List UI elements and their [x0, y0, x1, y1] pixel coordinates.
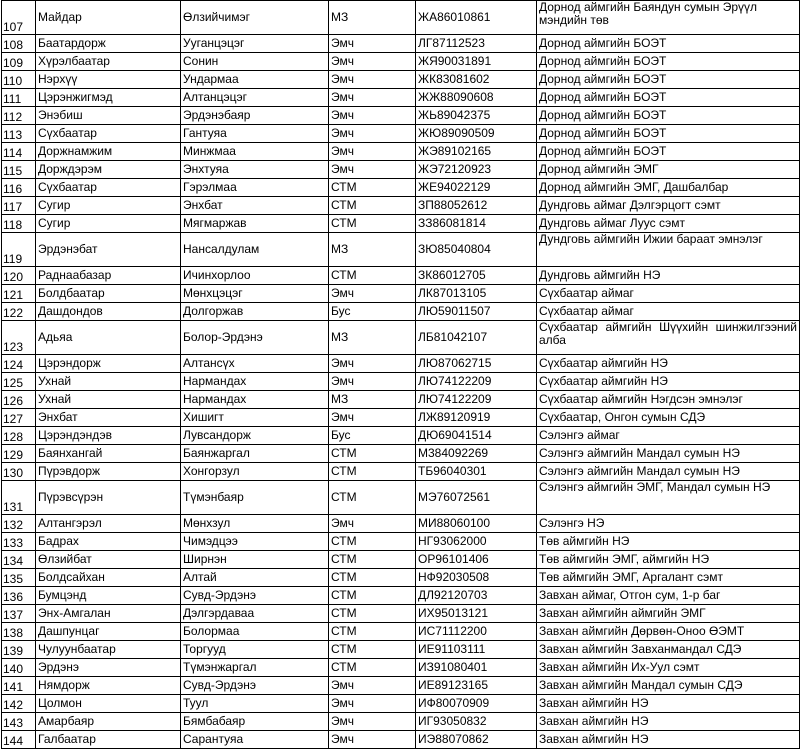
person-name-cell: Доржнамжим [36, 143, 181, 161]
person-name-cell: Раднаабазар [36, 267, 181, 285]
row-number-cell: 114 [2, 143, 36, 161]
position-cell: Эмч [329, 515, 416, 533]
person-name-cell: Болдбаатар [36, 285, 181, 303]
organization-cell: Дундговь аймаг Дэлгэрцогт сэмт [537, 197, 800, 215]
parent-name-cell: Мөнхцэцэг [181, 285, 329, 303]
position-cell: СТМ [329, 463, 416, 481]
registration-number-cell: ЖЮ89090509 [416, 125, 537, 143]
row-number-cell: 112 [2, 107, 36, 125]
table-row [2, 391, 800, 409]
table-row [2, 285, 800, 303]
parent-name-cell: Энхбат [181, 197, 329, 215]
organization-cell: Дорнод аймгийн БОЭТ [537, 143, 800, 161]
registration-number-cell: ИГ93050832 [416, 713, 537, 731]
person-name-cell: Сугир [36, 197, 181, 215]
row-number-cell: 111 [2, 89, 36, 107]
table-row [2, 161, 800, 179]
row-number-cell: 127 [2, 409, 36, 427]
person-name-cell: Цэрэндорж [36, 355, 181, 373]
registration-number-cell: ЖЕ94022129 [416, 179, 537, 197]
table-row [2, 233, 800, 267]
organization-cell: Дорнод аймгийн БОЭТ [537, 53, 800, 71]
parent-name-cell: Гантуяа [181, 125, 329, 143]
registration-number-cell: ЛЮ74122209 [416, 373, 537, 391]
person-name-cell: Амарбаяр [36, 713, 181, 731]
row-number-cell: 118 [2, 215, 36, 233]
position-cell: СТМ [329, 551, 416, 569]
organization-cell: Завхан аймаг, Отгон сум, 1-р баг [537, 587, 800, 605]
position-cell: СТМ [329, 179, 416, 197]
position-cell: Эмч [329, 143, 416, 161]
row-number-cell: 121 [2, 285, 36, 303]
position-cell: СТМ [329, 215, 416, 233]
registration-number-cell: МЭ76072561 [416, 481, 537, 515]
organization-cell: Сэлэнгэ аймаг [537, 427, 800, 445]
organization-cell: Дорнод аймгийн ЭМГ [537, 161, 800, 179]
position-cell: Эмч [329, 161, 416, 179]
row-number-cell: 109 [2, 53, 36, 71]
row-number-cell: 120 [2, 267, 36, 285]
row-number-cell: 119 [2, 233, 36, 267]
person-name-cell: Дашдондов [36, 303, 181, 321]
position-cell: Эмч [329, 71, 416, 89]
table-row [2, 463, 800, 481]
position-cell: Эмч [329, 677, 416, 695]
person-name-cell: Дашпунцаг [36, 623, 181, 641]
table-row [2, 533, 800, 551]
row-number-cell: 139 [2, 641, 36, 659]
person-name-cell: Цолмон [36, 695, 181, 713]
organization-cell: Завхан аймгийн Дөрвөн-Оноо ӨЭМТ [537, 623, 800, 641]
parent-name-cell: Долгоржав [181, 303, 329, 321]
table-row [2, 695, 800, 713]
row-number-cell: 116 [2, 179, 36, 197]
organization-cell: Завхан аймгийн НЭ [537, 713, 800, 731]
table-row [2, 445, 800, 463]
parent-name-cell: Нармандах [181, 391, 329, 409]
registration-number-cell: ЗЮ85040804 [416, 233, 537, 267]
person-name-cell: Энхбат [36, 409, 181, 427]
position-cell: Эмч [329, 35, 416, 53]
table-row [2, 481, 800, 515]
position-cell: СТМ [329, 587, 416, 605]
position-cell: МЗ [329, 391, 416, 409]
registration-number-cell: ИЕ91103111 [416, 641, 537, 659]
registration-number-cell: ЖЖ88090608 [416, 89, 537, 107]
position-cell: СТМ [329, 267, 416, 285]
parent-name-cell: Лувсандорж [181, 427, 329, 445]
registration-number-cell: ОР96101406 [416, 551, 537, 569]
personnel-table [1, 0, 800, 749]
table-row [2, 143, 800, 161]
parent-name-cell: Болормаа [181, 623, 329, 641]
table-row [2, 731, 800, 749]
parent-name-cell: Хишигт [181, 409, 329, 427]
table-row [2, 641, 800, 659]
parent-name-cell: Бямбабаяр [181, 713, 329, 731]
person-name-cell: Сүхбаатар [36, 179, 181, 197]
parent-name-cell: Өлзийчимэг [181, 1, 329, 35]
organization-cell: Сэлэнгэ аймгийн ЭМГ, Мандал сумын НЭ [537, 481, 800, 515]
table-row [2, 107, 800, 125]
position-cell: СТМ [329, 533, 416, 551]
parent-name-cell: Түмэнбаяр [181, 481, 329, 515]
table-row [2, 89, 800, 107]
parent-name-cell: Мягмаржав [181, 215, 329, 233]
registration-number-cell: ИХ95013121 [416, 605, 537, 623]
parent-name-cell: Минжмаа [181, 143, 329, 161]
parent-name-cell: Сувд-Эрдэнэ [181, 677, 329, 695]
person-name-cell: Бумцэнд [36, 587, 181, 605]
organization-cell: Завхан аймгийн Завханмандал СДЭ [537, 641, 800, 659]
registration-number-cell: ЖЬ89042375 [416, 107, 537, 125]
position-cell: Эмч [329, 53, 416, 71]
row-number-cell: 115 [2, 161, 36, 179]
position-cell: Эмч [329, 89, 416, 107]
row-number-cell: 140 [2, 659, 36, 677]
position-cell: Эмч [329, 409, 416, 427]
parent-name-cell: Мөнхзул [181, 515, 329, 533]
row-number-cell: 133 [2, 533, 36, 551]
registration-number-cell: ТБ96040301 [416, 463, 537, 481]
registration-number-cell: ЛЮ59011507 [416, 303, 537, 321]
organization-cell: Сүхбаатар аймгийн Нэгдсэн эмнэлэг [537, 391, 800, 409]
row-number-cell: 138 [2, 623, 36, 641]
table-row [2, 515, 800, 533]
position-cell: Эмч [329, 713, 416, 731]
organization-cell: Сүхбаатар аймаг [537, 303, 800, 321]
position-cell: СТМ [329, 569, 416, 587]
organization-cell: Дундговь аймгийн Ижии бараат эмнэлэг [537, 233, 800, 267]
position-cell: Эмч [329, 107, 416, 125]
position-cell: СТМ [329, 605, 416, 623]
registration-number-cell: ЗЗ86081814 [416, 215, 537, 233]
registration-number-cell: ЛБ81042107 [416, 321, 537, 355]
person-name-cell: Болдсайхан [36, 569, 181, 587]
organization-cell: Сэлэнгэ аймгийн Мандал сумын НЭ [537, 463, 800, 481]
person-name-cell: Ухнай [36, 373, 181, 391]
row-number-cell: 143 [2, 713, 36, 731]
registration-number-cell: ЗП88052612 [416, 197, 537, 215]
person-name-cell: Алтангэрэл [36, 515, 181, 533]
row-number-cell: 129 [2, 445, 36, 463]
table-row [2, 427, 800, 445]
organization-cell: Төв аймгийн ЭМГ, аймгийн НЭ [537, 551, 800, 569]
person-name-cell: Эрдэнэбат [36, 233, 181, 267]
organization-cell: Сэлэнгэ аймгийн Мандал сумын НЭ [537, 445, 800, 463]
row-number-cell: 128 [2, 427, 36, 445]
table-row [2, 569, 800, 587]
person-name-cell: Чулуунбаатар [36, 641, 181, 659]
parent-name-cell: Нармандах [181, 373, 329, 391]
organization-cell: Сэлэнгэ НЭ [537, 515, 800, 533]
registration-number-cell: ЖЯ90031891 [416, 53, 537, 71]
registration-number-cell: М384092269 [416, 445, 537, 463]
parent-name-cell: Алтай [181, 569, 329, 587]
row-number-cell: 134 [2, 551, 36, 569]
organization-cell: Дорнод аймгийн БОЭТ [537, 71, 800, 89]
row-number-cell: 130 [2, 463, 36, 481]
registration-number-cell: ЛГ87112523 [416, 35, 537, 53]
person-name-cell: Пүрэвдорж [36, 463, 181, 481]
row-number-cell: 144 [2, 731, 36, 749]
table-row [2, 179, 800, 197]
organization-cell: Завхан аймгийн Мандал сумын СДЭ [537, 677, 800, 695]
parent-name-cell: Торгууд [181, 641, 329, 659]
parent-name-cell: Ундармаа [181, 71, 329, 89]
row-number-cell: 107 [2, 1, 36, 35]
organization-cell: Дундговь аймгийн НЭ [537, 267, 800, 285]
person-name-cell: Бадрах [36, 533, 181, 551]
position-cell: СТМ [329, 197, 416, 215]
registration-number-cell: ДЛ92120703 [416, 587, 537, 605]
organization-cell: Завхан аймгийн аймгийн ЭМГ [537, 605, 800, 623]
row-number-cell: 113 [2, 125, 36, 143]
organization-cell: Сүхбаатар аймгийн НЭ [537, 373, 800, 391]
registration-number-cell: ЖЭ89102165 [416, 143, 537, 161]
position-cell: СТМ [329, 623, 416, 641]
table-row [2, 125, 800, 143]
parent-name-cell: Түмэнжаргал [181, 659, 329, 677]
organization-cell: Дорнод аймгийн ЭМГ, Дашбалбар [537, 179, 800, 197]
table-row [2, 409, 800, 427]
registration-number-cell: ЗК86012705 [416, 267, 537, 285]
person-name-cell: Хүрэлбаатар [36, 53, 181, 71]
registration-number-cell: ДЮ69041514 [416, 427, 537, 445]
parent-name-cell: Сувд-Эрдэнэ [181, 587, 329, 605]
registration-number-cell: ЖК83081602 [416, 71, 537, 89]
row-number-cell: 110 [2, 71, 36, 89]
person-name-cell: Энэбиш [36, 107, 181, 125]
row-number-cell: 141 [2, 677, 36, 695]
person-name-cell: Өлзийбат [36, 551, 181, 569]
table-row [2, 677, 800, 695]
registration-number-cell: НГ93062000 [416, 533, 537, 551]
table-row [2, 303, 800, 321]
table-row [2, 373, 800, 391]
organization-cell: Төв аймгийн НЭ [537, 533, 800, 551]
person-name-cell: Адьяа [36, 321, 181, 355]
position-cell: СТМ [329, 641, 416, 659]
position-cell: Эмч [329, 695, 416, 713]
person-name-cell: Майдар [36, 1, 181, 35]
table-body [2, 1, 800, 749]
row-number-cell: 125 [2, 373, 36, 391]
parent-name-cell: Туул [181, 695, 329, 713]
registration-number-cell: ЖА86010861 [416, 1, 537, 35]
parent-name-cell: Хонгорзул [181, 463, 329, 481]
position-cell: Эмч [329, 125, 416, 143]
position-cell: МЗ [329, 1, 416, 35]
row-number-cell: 142 [2, 695, 36, 713]
position-cell: СТМ [329, 445, 416, 463]
organization-cell: Завхан аймгийн НЭ [537, 695, 800, 713]
organization-cell: Сүхбаатар аймгийн Шүүхийн шинжилгээний алба [537, 321, 800, 355]
parent-name-cell: Энхтуяа [181, 161, 329, 179]
table-row [2, 197, 800, 215]
person-name-cell: Нэрхүү [36, 71, 181, 89]
parent-name-cell: Ууганцэцэг [181, 35, 329, 53]
organization-cell: Дорнод аймгийн Баяндун сумын Эрүүл мэндийн төв [537, 1, 800, 35]
table-row [2, 267, 800, 285]
registration-number-cell: ЖЭ72120923 [416, 161, 537, 179]
row-number-cell: 124 [2, 355, 36, 373]
parent-name-cell: Эрдэнэбаяр [181, 107, 329, 125]
parent-name-cell: Алтанцэцэг [181, 89, 329, 107]
registration-number-cell: ЛЖ89120919 [416, 409, 537, 427]
row-number-cell: 131 [2, 481, 36, 515]
person-name-cell: Цэрэндэндэв [36, 427, 181, 445]
registration-number-cell: ИЕ89123165 [416, 677, 537, 695]
organization-cell: Дорнод аймгийн БОЭТ [537, 89, 800, 107]
row-number-cell: 135 [2, 569, 36, 587]
organization-cell: Завхан аймгийн НЭ [537, 731, 800, 749]
person-name-cell: Дорждэрэм [36, 161, 181, 179]
person-name-cell: Цэрэнжигмэд [36, 89, 181, 107]
position-cell: Бус [329, 427, 416, 445]
row-number-cell: 117 [2, 197, 36, 215]
person-name-cell: Баянхангай [36, 445, 181, 463]
table-row [2, 623, 800, 641]
position-cell: СТМ [329, 659, 416, 677]
position-cell: Бус [329, 303, 416, 321]
organization-cell: Сүхбаатар аймаг [537, 285, 800, 303]
organization-cell: Төв аймгийн ЭМГ, Аргалант сэмт [537, 569, 800, 587]
row-number-cell: 136 [2, 587, 36, 605]
position-cell: СТМ [329, 481, 416, 515]
position-cell: Эмч [329, 355, 416, 373]
organization-cell: Дундговь аймаг Луус сэмт [537, 215, 800, 233]
registration-number-cell: НФ92030508 [416, 569, 537, 587]
table-row [2, 587, 800, 605]
table-row [2, 355, 800, 373]
registration-number-cell: ИС71112200 [416, 623, 537, 641]
parent-name-cell: Баянжаргал [181, 445, 329, 463]
person-name-cell: Баатардорж [36, 35, 181, 53]
person-name-cell: Галбаатар [36, 731, 181, 749]
position-cell: Эмч [329, 731, 416, 749]
parent-name-cell: Ичинхорлоо [181, 267, 329, 285]
registration-number-cell: ИЗ91080401 [416, 659, 537, 677]
organization-cell: Дорнод аймгийн БОЭТ [537, 107, 800, 125]
table-row [2, 321, 800, 355]
person-name-cell: Эрдэнэ [36, 659, 181, 677]
row-number-cell: 137 [2, 605, 36, 623]
row-number-cell: 108 [2, 35, 36, 53]
position-cell: Эмч [329, 285, 416, 303]
table-row [2, 35, 800, 53]
registration-number-cell: ЛК87013105 [416, 285, 537, 303]
table-row [2, 551, 800, 569]
organization-cell: Дорнод аймгийн БОЭТ [537, 35, 800, 53]
parent-name-cell: Сонин [181, 53, 329, 71]
table-row [2, 605, 800, 623]
organization-cell: Дорнод аймгийн БОЭТ [537, 125, 800, 143]
table-row [2, 215, 800, 233]
organization-cell: Сүхбаатар, Онгон сумын СДЭ [537, 409, 800, 427]
person-name-cell: Сүхбаатар [36, 125, 181, 143]
table-row [2, 53, 800, 71]
parent-name-cell: Сарантуяа [181, 731, 329, 749]
parent-name-cell: Нансалдулам [181, 233, 329, 267]
row-number-cell: 126 [2, 391, 36, 409]
parent-name-cell: Алтансүх [181, 355, 329, 373]
row-number-cell: 123 [2, 321, 36, 355]
position-cell: Эмч [329, 373, 416, 391]
registration-number-cell: ЛЮ87062715 [416, 355, 537, 373]
position-cell: МЗ [329, 233, 416, 267]
parent-name-cell: Ширнэн [181, 551, 329, 569]
row-number-cell: 132 [2, 515, 36, 533]
registration-number-cell: ИЭ88070862 [416, 731, 537, 749]
person-name-cell: Ухнай [36, 391, 181, 409]
parent-name-cell: Чимэдцээ [181, 533, 329, 551]
person-name-cell: Энх-Амгалан [36, 605, 181, 623]
table-row [2, 1, 800, 35]
registration-number-cell: МИ88060100 [416, 515, 537, 533]
parent-name-cell: Гэрэлмаа [181, 179, 329, 197]
person-name-cell: Нямдорж [36, 677, 181, 695]
table-row [2, 659, 800, 677]
parent-name-cell: Дэлгэрдаваа [181, 605, 329, 623]
registration-number-cell: ЛЮ74122209 [416, 391, 537, 409]
person-name-cell: Сугир [36, 215, 181, 233]
table-row [2, 71, 800, 89]
parent-name-cell: Болор-Эрдэнэ [181, 321, 329, 355]
organization-cell: Завхан аймгийн Их-Уул сэмт [537, 659, 800, 677]
row-number-cell: 122 [2, 303, 36, 321]
person-name-cell: Пүрэвсүрэн [36, 481, 181, 515]
position-cell: МЗ [329, 321, 416, 355]
registration-number-cell: ИФ80070909 [416, 695, 537, 713]
table-row [2, 713, 800, 731]
organization-cell: Сүхбаатар аймгийн НЭ [537, 355, 800, 373]
